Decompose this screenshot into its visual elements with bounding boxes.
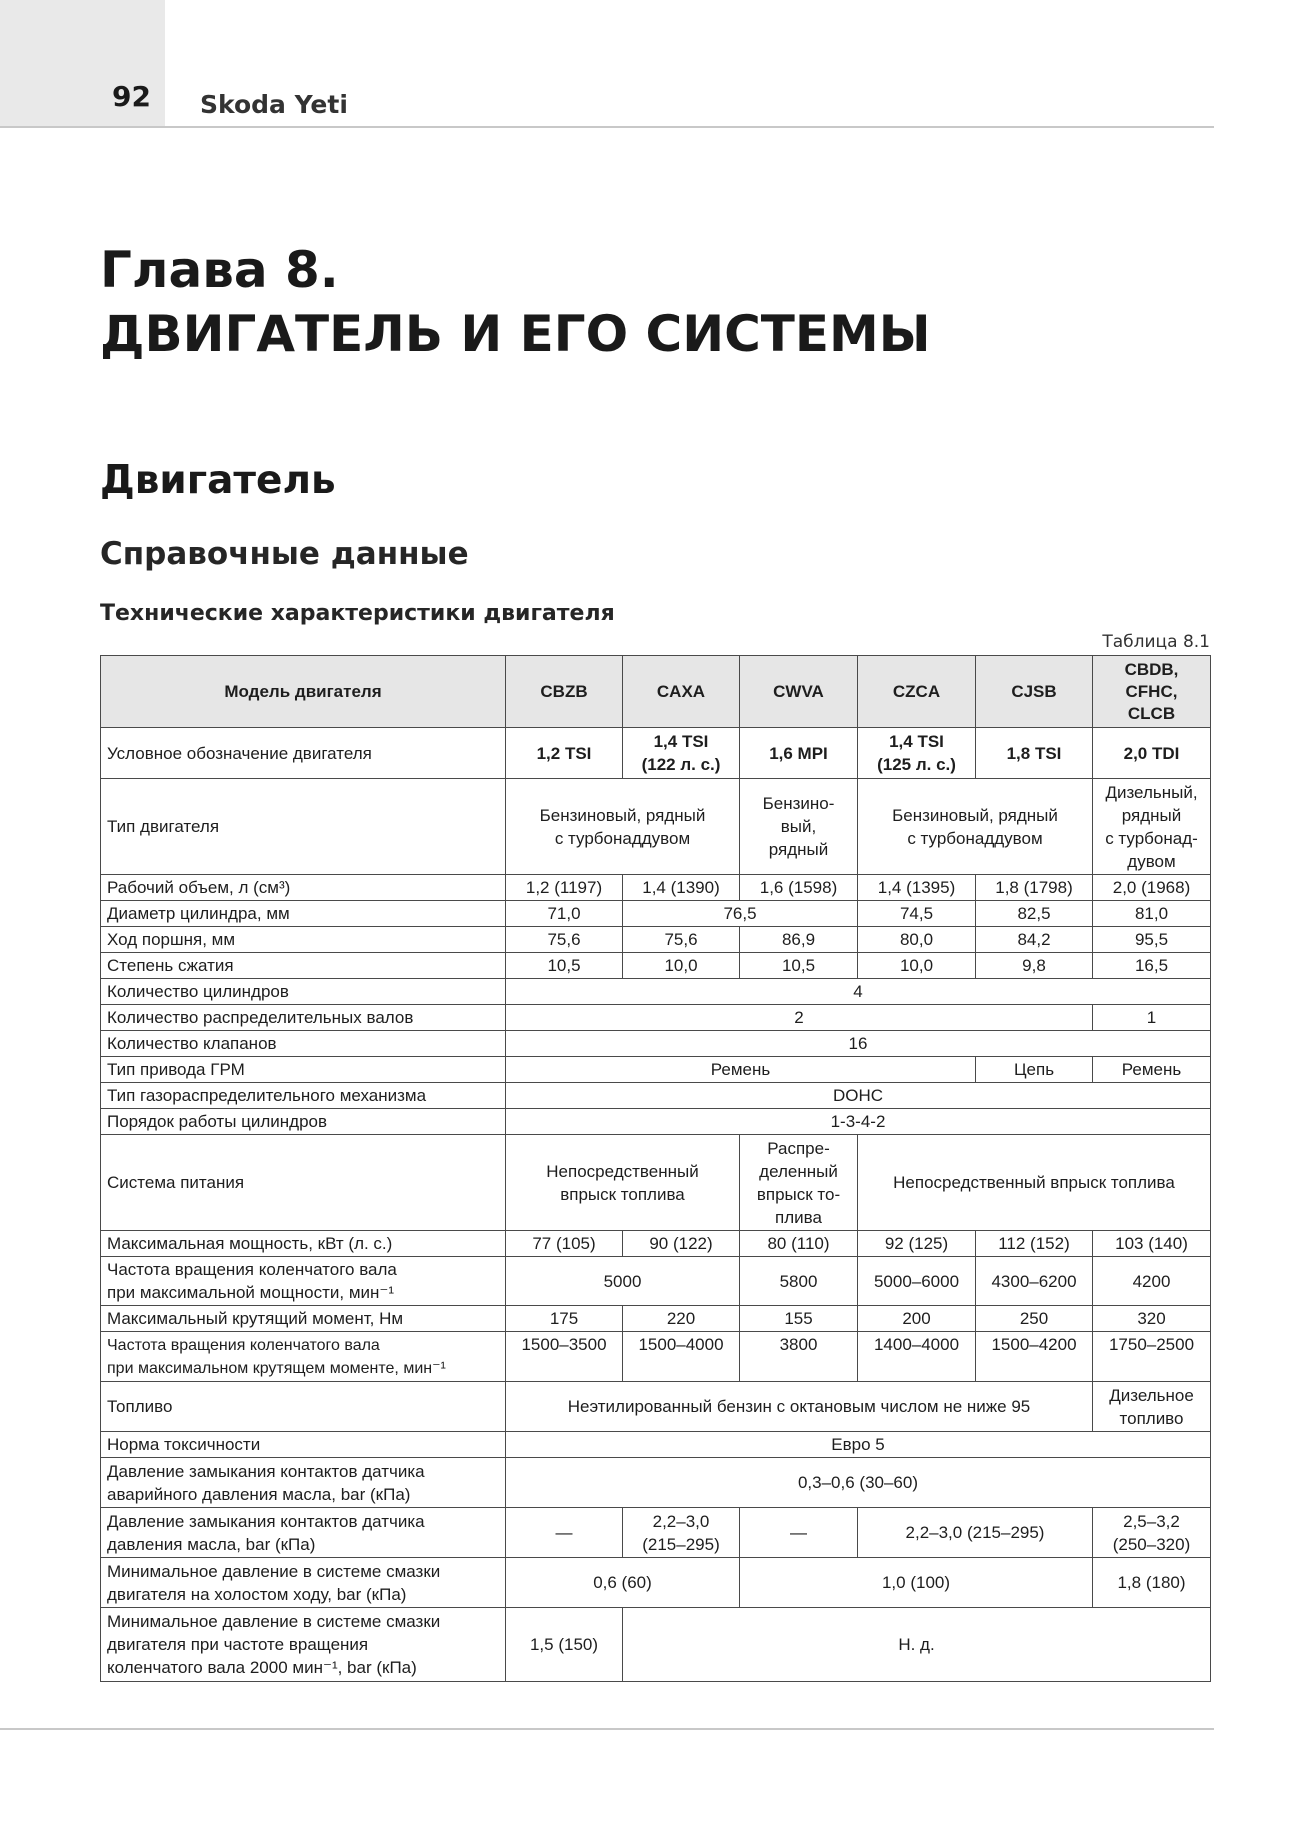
- table-cell: 16: [506, 1031, 1211, 1057]
- table-row: [101, 1306, 1211, 1332]
- table-cell: 1400–4000: [858, 1332, 976, 1382]
- table-row: [101, 1257, 1211, 1306]
- table-cell: Непосредственный впрыск топлива: [858, 1135, 1211, 1231]
- row-label: Норма токсичности: [101, 1432, 506, 1458]
- table-row: [101, 728, 1211, 779]
- table-cell: 82,5: [976, 901, 1093, 927]
- table-row: [101, 1558, 1211, 1608]
- table-cell: 1,4 TSI (125 л. с.): [858, 728, 976, 779]
- table-cell: 76,5: [623, 901, 858, 927]
- table-cell: 220: [623, 1306, 740, 1332]
- table-cell: 2,5–3,2 (250–320): [1093, 1508, 1211, 1558]
- page-number: 92: [112, 80, 151, 113]
- table-cell: Бензиновый, рядный с турбонаддувом: [506, 779, 740, 875]
- table-cell: —: [740, 1508, 858, 1558]
- header-cell: CJSB: [976, 656, 1093, 728]
- table-row: [101, 1608, 1211, 1682]
- row-label: Минимальное давление в системе смазки двигателя при частоте вращения коленчатого вала 2000 мин⁻¹, bar (кПа): [101, 1608, 506, 1682]
- table-row: [101, 1332, 1211, 1382]
- table-row: [101, 979, 1211, 1005]
- footer-divider: [0, 1728, 1214, 1730]
- table-cell: 1,4 (1395): [858, 875, 976, 901]
- row-label: Максимальный крутящий момент, Нм: [101, 1306, 506, 1332]
- table-row: [101, 1382, 1211, 1432]
- table-cell: 1500–3500: [506, 1332, 623, 1382]
- table-cell: Цепь: [976, 1057, 1093, 1083]
- table-row: [101, 953, 1211, 979]
- table-cell: 1750–2500: [1093, 1332, 1211, 1382]
- table-cell: 90 (122): [623, 1231, 740, 1257]
- header-cell: CBZB: [506, 656, 623, 728]
- table-cell: 175: [506, 1306, 623, 1332]
- chapter-title: [100, 238, 931, 366]
- table-cell: 320: [1093, 1306, 1211, 1332]
- table-cell: Бензиновый, рядный с турбонаддувом: [858, 779, 1093, 875]
- table-cell: Распре- деленный впрыск то- плива: [740, 1135, 858, 1231]
- engine-spec-table: [100, 655, 1211, 1682]
- table-cell: 200: [858, 1306, 976, 1332]
- table-cell: 1,8 (1798): [976, 875, 1093, 901]
- table-row: [101, 1031, 1211, 1057]
- table-cell: 77 (105): [506, 1231, 623, 1257]
- row-label: Рабочий объем, л (см³): [101, 875, 506, 901]
- row-label: Диаметр цилиндра, мм: [101, 901, 506, 927]
- table-cell: 4200: [1093, 1257, 1211, 1306]
- table-row: [101, 1135, 1211, 1231]
- table-cell: 84,2: [976, 927, 1093, 953]
- table-cell: DOHC: [506, 1083, 1211, 1109]
- table-cell: 1500–4000: [623, 1332, 740, 1382]
- header-cell: CWVA: [740, 656, 858, 728]
- table-cell: Неэтилированный бензин с октановым числом не ниже 95: [506, 1382, 1093, 1432]
- chapter-name: ДВИГАТЕЛЬ И ЕГО СИСТЕМЫ: [100, 305, 931, 363]
- table-cell: Бензино- вый, рядный: [740, 779, 858, 875]
- table-cell: 250: [976, 1306, 1093, 1332]
- row-label: Тип привода ГРМ: [101, 1057, 506, 1083]
- table-cell: 2,0 TDI: [1093, 728, 1211, 779]
- header-cell: CZCA: [858, 656, 976, 728]
- row-label: Топливо: [101, 1382, 506, 1432]
- table-heading: Технические характеристики двигателя: [100, 601, 615, 626]
- header-label: Модель двигателя: [101, 656, 506, 728]
- table-cell: 74,5: [858, 901, 976, 927]
- table-cell: 5000: [506, 1257, 740, 1306]
- table-cell: Евро 5: [506, 1432, 1211, 1458]
- table-cell: Ремень: [1093, 1057, 1211, 1083]
- table-cell: Дизельный, рядный с турбонад- дувом: [1093, 779, 1211, 875]
- table-cell: 0,6 (60): [506, 1558, 740, 1608]
- table-cell: —: [506, 1508, 623, 1558]
- table-cell: 71,0: [506, 901, 623, 927]
- row-label: Количество распределительных валов: [101, 1005, 506, 1031]
- row-label: Тип газораспределительного механизма: [101, 1083, 506, 1109]
- table-cell: 10,5: [506, 953, 623, 979]
- row-label: Степень сжатия: [101, 953, 506, 979]
- table-caption: Таблица 8.1: [1102, 632, 1210, 652]
- row-label: Порядок работы цилиндров: [101, 1109, 506, 1135]
- table-cell: 10,5: [740, 953, 858, 979]
- header-cell: CBDB, CFHC, CLCB: [1093, 656, 1211, 728]
- table-cell: 75,6: [623, 927, 740, 953]
- table-cell: 10,0: [858, 953, 976, 979]
- table-row: [101, 1458, 1211, 1508]
- row-label: Количество клапанов: [101, 1031, 506, 1057]
- table-cell: 5800: [740, 1257, 858, 1306]
- table-cell: 1-3-4-2: [506, 1109, 1211, 1135]
- table-cell: 2,0 (1968): [1093, 875, 1211, 901]
- row-label: Частота вращения коленчатого вала при максимальной мощности, мин⁻¹: [101, 1257, 506, 1306]
- table-cell: 80,0: [858, 927, 976, 953]
- table-row: [101, 1508, 1211, 1558]
- table-cell: 1,8 TSI: [976, 728, 1093, 779]
- table-cell: 3800: [740, 1332, 858, 1382]
- row-label: Ход поршня, мм: [101, 927, 506, 953]
- table-cell: 92 (125): [858, 1231, 976, 1257]
- row-label: Система питания: [101, 1135, 506, 1231]
- table-cell: 155: [740, 1306, 858, 1332]
- table-cell: 16,5: [1093, 953, 1211, 979]
- table-cell: 9,8: [976, 953, 1093, 979]
- row-label: Тип двигателя: [101, 779, 506, 875]
- table-cell: 4: [506, 979, 1211, 1005]
- table-row: [101, 1005, 1211, 1031]
- row-label: Максимальная мощность, кВт (л. с.): [101, 1231, 506, 1257]
- table-cell: 2: [506, 1005, 1093, 1031]
- row-label: Давление замыкания контактов датчика давления масла, bar (кПа): [101, 1508, 506, 1558]
- table-cell: 95,5: [1093, 927, 1211, 953]
- table-cell: 75,6: [506, 927, 623, 953]
- table-cell: 1,6 (1598): [740, 875, 858, 901]
- book-title: Skoda Yeti: [200, 90, 348, 119]
- table-cell: 5000–6000: [858, 1257, 976, 1306]
- table-row: [101, 875, 1211, 901]
- table-row: [101, 927, 1211, 953]
- row-label: Частота вращения коленчатого вала при максимальном крутящем моменте, мин⁻¹: [101, 1332, 506, 1382]
- table-cell: 112 (152): [976, 1231, 1093, 1257]
- table-cell: 1,5 (150): [506, 1608, 623, 1682]
- table-cell: 1: [1093, 1005, 1211, 1031]
- table-cell: 0,3–0,6 (30–60): [506, 1458, 1211, 1508]
- table-row: [101, 1231, 1211, 1257]
- table-cell: 1,0 (100): [740, 1558, 1093, 1608]
- table-cell: 1,6 MPI: [740, 728, 858, 779]
- table-row: [101, 901, 1211, 927]
- table-cell: 1,8 (180): [1093, 1558, 1211, 1608]
- row-label: Условное обозначение двигателя: [101, 728, 506, 779]
- header-cell: CAXA: [623, 656, 740, 728]
- table-cell: Ремень: [506, 1057, 976, 1083]
- table-row: [101, 1083, 1211, 1109]
- table-cell: 80 (110): [740, 1231, 858, 1257]
- table-cell: Н. д.: [623, 1608, 1211, 1682]
- section-subtitle: Справочные данные: [100, 536, 469, 572]
- table-cell: 2,2–3,0 (215–295): [623, 1508, 740, 1558]
- table-cell: 1,4 TSI (122 л. с.): [623, 728, 740, 779]
- table-cell: 1,2 (1197): [506, 875, 623, 901]
- row-label: Минимальное давление в системе смазки двигателя на холостом ходу, bar (кПа): [101, 1558, 506, 1608]
- table-cell: 86,9: [740, 927, 858, 953]
- table-row: [101, 1109, 1211, 1135]
- table-cell: Непосредственный впрыск топлива: [506, 1135, 740, 1231]
- table-cell: 4300–6200: [976, 1257, 1093, 1306]
- table-row: [101, 779, 1211, 875]
- section-title: Двигатель: [100, 458, 336, 503]
- table-header-row: [101, 656, 1211, 728]
- table-cell: 81,0: [1093, 901, 1211, 927]
- table-cell: 10,0: [623, 953, 740, 979]
- chapter-number: Глава 8.: [100, 241, 339, 299]
- table-cell: 103 (140): [1093, 1231, 1211, 1257]
- table-row: [101, 1057, 1211, 1083]
- table-cell: 2,2–3,0 (215–295): [858, 1508, 1093, 1558]
- row-label: Давление замыкания контактов датчика аварийного давления масла, bar (кПа): [101, 1458, 506, 1508]
- table-cell: 1,2 TSI: [506, 728, 623, 779]
- table-cell: 1500–4200: [976, 1332, 1093, 1382]
- table-cell: 1,4 (1390): [623, 875, 740, 901]
- table-row: [101, 1432, 1211, 1458]
- header-divider: [0, 126, 1214, 128]
- table-cell: Дизельное топливо: [1093, 1382, 1211, 1432]
- row-label: Количество цилиндров: [101, 979, 506, 1005]
